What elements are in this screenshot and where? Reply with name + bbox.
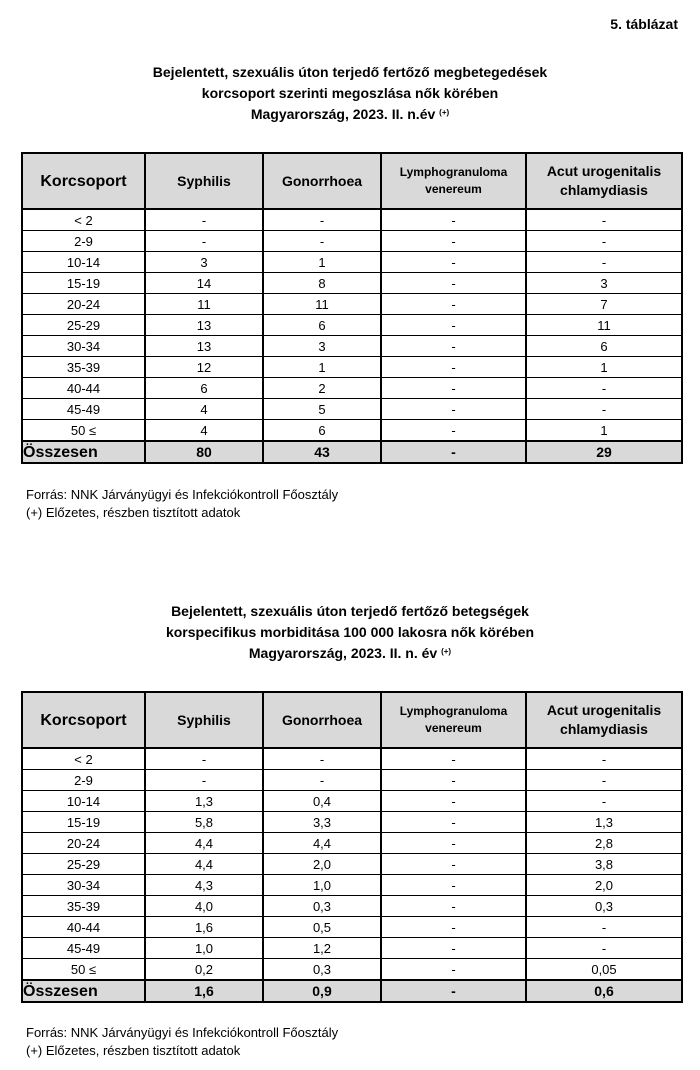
table-row xyxy=(22,336,682,357)
table2-title-line1: Bejelentett, szexuális úton terjedő fertőző betegségek xyxy=(171,603,529,619)
table-row xyxy=(22,357,682,378)
value-cell: 1,0 xyxy=(145,938,263,959)
value-cell: 4,4 xyxy=(263,833,381,854)
value-cell: 1,2 xyxy=(263,938,381,959)
table-row xyxy=(22,209,682,231)
header-lymphogranuloma: Lymphogranuloma venereum xyxy=(381,153,526,209)
value-cell: - xyxy=(526,378,682,399)
value-cell: 6 xyxy=(263,315,381,336)
table-row xyxy=(22,399,682,420)
age-group-cell: 45-49 xyxy=(22,938,145,959)
total-value-cell: 80 xyxy=(145,441,263,463)
value-cell: - xyxy=(381,959,526,981)
table-row xyxy=(22,791,682,812)
value-cell: - xyxy=(381,896,526,917)
table-row xyxy=(22,896,682,917)
age-group-cell: 45-49 xyxy=(22,399,145,420)
value-cell: 0,05 xyxy=(526,959,682,981)
table1-title-line3: Magyarország, 2023. II. n.év (+) xyxy=(250,106,450,122)
age-group-cell: 50 ≤ xyxy=(22,420,145,442)
value-cell: - xyxy=(263,770,381,791)
table2-source-note xyxy=(26,1024,338,1060)
age-group-cell: 20-24 xyxy=(22,833,145,854)
value-cell: - xyxy=(381,252,526,273)
value-cell: - xyxy=(381,294,526,315)
age-group-cell: < 2 xyxy=(22,209,145,231)
table1-title-footnote-mark: (+) xyxy=(439,108,450,117)
value-cell: - xyxy=(381,938,526,959)
value-cell: - xyxy=(526,770,682,791)
age-group-cell: 2-9 xyxy=(22,770,145,791)
value-cell: 3 xyxy=(526,273,682,294)
header-chlamydiasis: Acut urogenitalis chlamydiasis xyxy=(526,692,682,748)
age-group-cell: 25-29 xyxy=(22,315,145,336)
value-cell: 3 xyxy=(263,336,381,357)
total-value-cell: - xyxy=(381,441,526,463)
value-cell: 2,0 xyxy=(263,854,381,875)
value-cell: 3,3 xyxy=(263,812,381,833)
age-group-cell: < 2 xyxy=(22,748,145,770)
table-row xyxy=(22,938,682,959)
age-group-cell: 35-39 xyxy=(22,357,145,378)
header-chlamydiasis: Acut urogenitalis chlamydiasis xyxy=(526,153,682,209)
value-cell: - xyxy=(526,252,682,273)
age-group-cell: 30-34 xyxy=(22,875,145,896)
age-group-cell: 10-14 xyxy=(22,252,145,273)
age-group-cell: 40-44 xyxy=(22,917,145,938)
value-cell: 2 xyxy=(263,378,381,399)
value-cell: 3 xyxy=(145,252,263,273)
value-cell: - xyxy=(381,770,526,791)
table-row xyxy=(22,294,682,315)
table-row xyxy=(22,420,682,442)
value-cell: 14 xyxy=(145,273,263,294)
value-cell: - xyxy=(381,357,526,378)
table-row xyxy=(22,854,682,875)
value-cell: 1 xyxy=(526,420,682,442)
table1-cases-by-age xyxy=(21,152,683,464)
value-cell: 4,0 xyxy=(145,896,263,917)
value-cell: 7 xyxy=(526,294,682,315)
value-cell: - xyxy=(381,875,526,896)
value-cell: - xyxy=(526,231,682,252)
value-cell: 0,4 xyxy=(263,791,381,812)
value-cell: - xyxy=(526,917,682,938)
value-cell: - xyxy=(381,833,526,854)
value-cell: - xyxy=(381,209,526,231)
age-group-cell: 40-44 xyxy=(22,378,145,399)
table-row xyxy=(22,315,682,336)
value-cell: 1 xyxy=(263,357,381,378)
value-cell: 1,0 xyxy=(263,875,381,896)
table-row xyxy=(22,748,682,770)
value-cell: 1,3 xyxy=(145,791,263,812)
header-lymphogranuloma: Lymphogranuloma venereum xyxy=(381,692,526,748)
value-cell: 0,3 xyxy=(526,896,682,917)
total-value-cell: 29 xyxy=(526,441,682,463)
value-cell: - xyxy=(526,209,682,231)
table-row xyxy=(22,812,682,833)
total-row xyxy=(22,441,682,463)
value-cell: - xyxy=(263,231,381,252)
table1-title-line2: korcsoport szerinti megoszlása nők körében xyxy=(201,85,499,101)
value-cell: - xyxy=(381,378,526,399)
value-cell: - xyxy=(381,315,526,336)
total-label: Összesen xyxy=(22,441,145,463)
total-value-cell: 1,6 xyxy=(145,980,263,1002)
value-cell: - xyxy=(145,231,263,252)
value-cell: 2,8 xyxy=(526,833,682,854)
total-value-cell: 43 xyxy=(263,441,381,463)
value-cell: - xyxy=(526,748,682,770)
header-gonorrhoea: Gonorrhoea xyxy=(263,153,381,209)
header-gonorrhoea: Gonorrhoea xyxy=(263,692,381,748)
value-cell: 1,3 xyxy=(526,812,682,833)
table2-title-line3: Magyarország, 2023. II. n. év (+) xyxy=(248,645,452,661)
total-value-cell: 0,9 xyxy=(263,980,381,1002)
value-cell: - xyxy=(381,812,526,833)
table-row xyxy=(22,833,682,854)
table2-title xyxy=(0,601,700,664)
table2-header-row xyxy=(22,692,682,748)
value-cell: 11 xyxy=(526,315,682,336)
value-cell: - xyxy=(381,917,526,938)
table1-source-note xyxy=(26,486,338,522)
value-cell: - xyxy=(381,273,526,294)
value-cell: - xyxy=(526,791,682,812)
age-group-cell: 30-34 xyxy=(22,336,145,357)
table-row xyxy=(22,959,682,981)
value-cell: 6 xyxy=(263,420,381,442)
table1-title xyxy=(0,62,700,125)
table1-header-row xyxy=(22,153,682,209)
value-cell: 12 xyxy=(145,357,263,378)
value-cell: 4 xyxy=(145,399,263,420)
table-row xyxy=(22,273,682,294)
value-cell: 4,4 xyxy=(145,833,263,854)
age-group-cell: 35-39 xyxy=(22,896,145,917)
table-row xyxy=(22,917,682,938)
value-cell: - xyxy=(145,770,263,791)
value-cell: - xyxy=(381,231,526,252)
value-cell: - xyxy=(381,399,526,420)
age-group-cell: 15-19 xyxy=(22,273,145,294)
value-cell: 4,3 xyxy=(145,875,263,896)
header-syphilis: Syphilis xyxy=(145,692,263,748)
value-cell: - xyxy=(381,791,526,812)
total-row xyxy=(22,980,682,1002)
table-row xyxy=(22,770,682,791)
value-cell: - xyxy=(145,748,263,770)
value-cell: 8 xyxy=(263,273,381,294)
value-cell: - xyxy=(526,938,682,959)
value-cell: 0,3 xyxy=(263,959,381,981)
value-cell: 0,5 xyxy=(263,917,381,938)
value-cell: - xyxy=(381,336,526,357)
value-cell: 0,3 xyxy=(263,896,381,917)
value-cell: 11 xyxy=(145,294,263,315)
table2-source: Forrás: NNK Járványügyi és Infekciókontroll Főosztály xyxy=(26,1025,339,1040)
value-cell: - xyxy=(381,854,526,875)
age-group-cell: 20-24 xyxy=(22,294,145,315)
value-cell: - xyxy=(526,399,682,420)
value-cell: - xyxy=(145,209,263,231)
table1-title-line1: Bejelentett, szexuális úton terjedő fertőző megbetegedések xyxy=(152,64,548,80)
total-value-cell: - xyxy=(381,980,526,1002)
header-korcsoport: Korcsoport xyxy=(22,692,145,748)
table-number-label: 5. táblázat xyxy=(610,16,678,32)
value-cell: 1 xyxy=(526,357,682,378)
table1-source: Forrás: NNK Járványügyi és Infekciókontroll Főosztály xyxy=(26,487,339,502)
value-cell: 3,8 xyxy=(526,854,682,875)
value-cell: 0,2 xyxy=(145,959,263,981)
table2-title-line2: korspecifikus morbiditása 100 000 lakosra nők körében xyxy=(165,624,535,640)
value-cell: 4,4 xyxy=(145,854,263,875)
value-cell: - xyxy=(263,209,381,231)
value-cell: 5,8 xyxy=(145,812,263,833)
age-group-cell: 50 ≤ xyxy=(22,959,145,981)
value-cell: 6 xyxy=(526,336,682,357)
header-korcsoport: Korcsoport xyxy=(22,153,145,209)
total-value-cell: 0,6 xyxy=(526,980,682,1002)
age-group-cell: 15-19 xyxy=(22,812,145,833)
value-cell: 6 xyxy=(145,378,263,399)
value-cell: 1 xyxy=(263,252,381,273)
header-syphilis: Syphilis xyxy=(145,153,263,209)
value-cell: 11 xyxy=(263,294,381,315)
value-cell: 5 xyxy=(263,399,381,420)
table2-title-footnote-mark: (+) xyxy=(441,647,452,656)
age-group-cell: 25-29 xyxy=(22,854,145,875)
value-cell: 4 xyxy=(145,420,263,442)
table-row xyxy=(22,875,682,896)
age-group-cell: 10-14 xyxy=(22,791,145,812)
table-row xyxy=(22,378,682,399)
value-cell: 13 xyxy=(145,336,263,357)
value-cell: - xyxy=(381,420,526,442)
table2-morbidity-by-age xyxy=(21,691,683,1003)
value-cell: 1,6 xyxy=(145,917,263,938)
value-cell: - xyxy=(381,748,526,770)
value-cell: - xyxy=(263,748,381,770)
age-group-cell: 2-9 xyxy=(22,231,145,252)
value-cell: 2,0 xyxy=(526,875,682,896)
table-row xyxy=(22,231,682,252)
total-label: Összesen xyxy=(22,980,145,1002)
table-row xyxy=(22,252,682,273)
table2-footnote: (+) Előzetes, részben tisztított adatok xyxy=(26,1043,241,1058)
value-cell: 13 xyxy=(145,315,263,336)
table1-footnote: (+) Előzetes, részben tisztított adatok xyxy=(26,505,241,520)
